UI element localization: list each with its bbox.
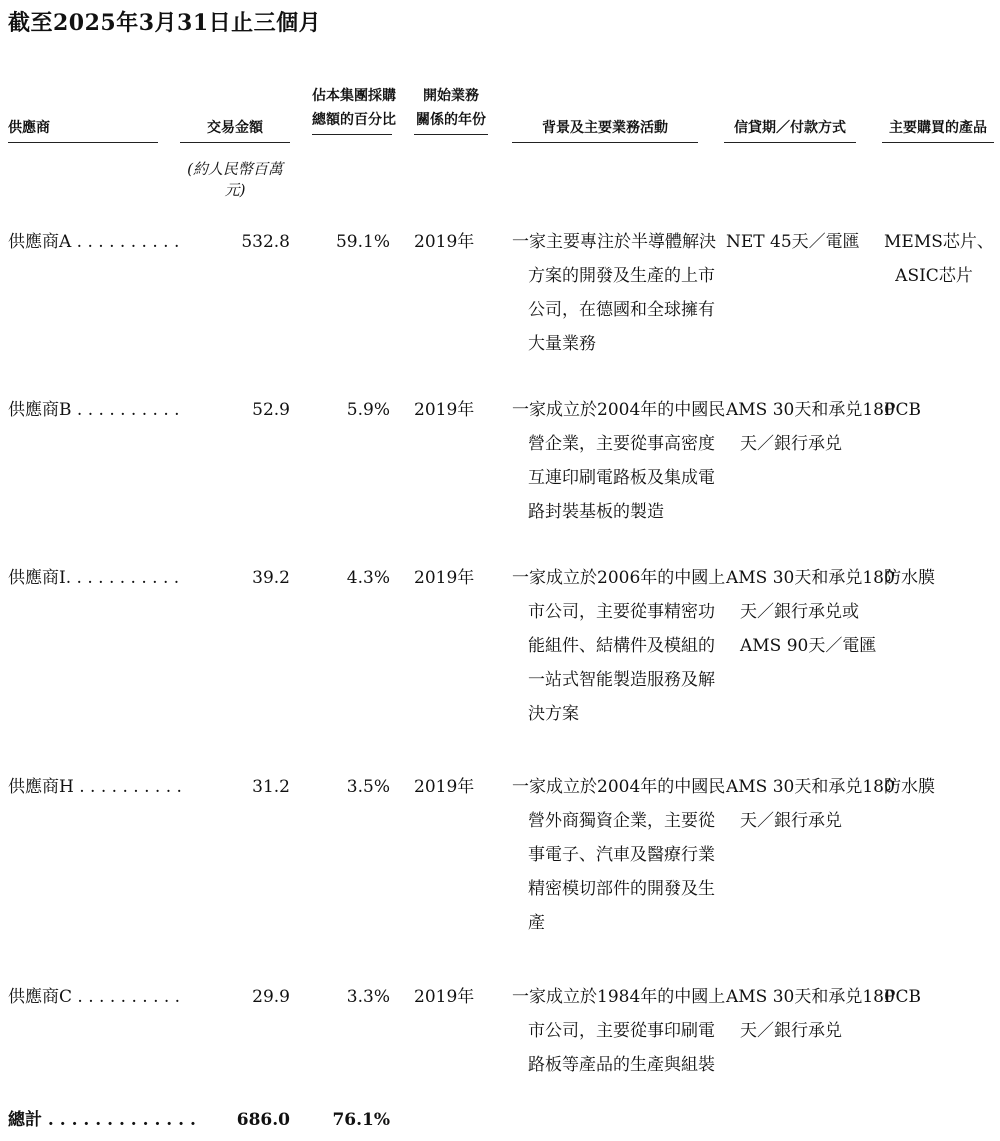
amount-value: 52.9: [252, 400, 290, 420]
credit-terms: [726, 980, 895, 1048]
supplier-name: 供應商I. . . . . . . . . . .: [8, 568, 180, 588]
percent-value: 4.3%: [346, 568, 390, 588]
text-line: 能組件、結構件及模組的: [528, 636, 715, 656]
header-background: [512, 116, 698, 143]
header-percent: [312, 84, 396, 135]
product-text: [884, 561, 935, 595]
text-line: 一家成立於2004年的中國民: [512, 777, 726, 797]
product-text: [884, 225, 994, 293]
product-text: [884, 770, 935, 804]
text-line: 公司，在德國和全球擁有: [528, 300, 715, 320]
text-line: 產: [528, 913, 545, 933]
product-text: [884, 393, 921, 427]
background-text: [512, 980, 725, 1082]
product-text: [884, 980, 921, 1014]
credit-terms: [726, 225, 860, 259]
percent-value: 3.3%: [346, 987, 390, 1007]
text-line: 一家成立於2004年的中國民: [512, 400, 726, 420]
year-value: 2019年: [414, 232, 475, 252]
header-line: 供應商: [8, 120, 50, 136]
page-title: 截至2025年3月31日止三個月: [8, 10, 322, 36]
supplier-name: 供應商C . . . . . . . . . .: [8, 987, 181, 1007]
year-value: 2019年: [414, 987, 475, 1007]
header-line: 交易金額: [207, 120, 263, 136]
text-line: 精密模切部件的開發及生: [528, 879, 715, 899]
text-line: 一家成立於1984年的中國上: [512, 987, 726, 1007]
header-line: 總額的百分比: [312, 112, 396, 128]
text-line: AMS 30天和承兑180: [726, 400, 895, 420]
text-line: 決方案: [528, 704, 579, 724]
text-line: AMS 30天和承兑180: [726, 568, 895, 588]
percent-value: 3.5%: [346, 777, 390, 797]
text-line: AMS 30天和承兑180: [726, 987, 895, 1007]
amount-value: 29.9: [252, 987, 290, 1007]
amount-value: 532.8: [241, 232, 290, 252]
credit-terms: [726, 393, 895, 461]
text-line: 市公司，主要從事印刷電: [528, 1021, 715, 1041]
header-line: 主要購買的產品: [889, 120, 987, 136]
amount-value: 39.2: [252, 568, 290, 588]
supplier-name: 供應商H . . . . . . . . . .: [8, 777, 182, 797]
percent-value: 59.1%: [335, 232, 390, 252]
year-value: 2019年: [414, 400, 475, 420]
text-line: ASIC芯片: [895, 266, 973, 286]
background-text: [512, 393, 725, 529]
header-year: [414, 84, 488, 135]
header-credit: [724, 116, 856, 143]
text-line: PCB: [884, 987, 921, 1007]
text-line: 路板等產品的生產與組裝: [528, 1055, 715, 1075]
text-line: 事電子、汽車及醫療行業: [528, 845, 715, 865]
text-line: 一家主要專注於半導體解決: [512, 232, 716, 252]
text-line: 大量業務: [528, 334, 596, 354]
unit-note: (約人民幣百萬元): [187, 160, 283, 199]
text-line: 營外商獨資企業，主要從: [528, 811, 715, 831]
header-line: 信貸期／付款方式: [734, 120, 846, 136]
header-line: 背景及主要業務活動: [542, 120, 668, 136]
text-line: 營企業，主要從事高密度: [528, 434, 715, 454]
total-label: 總計 . . . . . . . . . . . . .: [8, 1110, 196, 1130]
year-value: 2019年: [414, 777, 475, 797]
text-line: 天／銀行承兑或: [740, 602, 859, 622]
text-line: 天／銀行承兑: [740, 1021, 842, 1041]
background-text: [512, 225, 716, 361]
text-line: 市公司，主要從事精密功: [528, 602, 715, 622]
credit-terms: [726, 561, 895, 663]
text-line: AMS 90天／電匯: [740, 636, 877, 656]
text-line: 天／銀行承兑: [740, 434, 842, 454]
supplier-name: 供應商A . . . . . . . . . .: [8, 232, 180, 252]
header-amount: [180, 116, 290, 143]
header-product: [882, 116, 994, 143]
total-amount: 686.0: [236, 1110, 290, 1130]
amount-value: 31.2: [252, 777, 290, 797]
text-line: 防水膜: [884, 568, 935, 588]
header-line: 佔本集團採購: [312, 88, 396, 104]
text-line: PCB: [884, 400, 921, 420]
credit-terms: [726, 770, 895, 838]
text-line: 互連印刷電路板及集成電: [528, 468, 715, 488]
header-line: 開始業務: [423, 88, 479, 104]
text-line: 防水膜: [884, 777, 935, 797]
text-line: 路封裝基板的製造: [528, 502, 664, 522]
supplier-name: 供應商B . . . . . . . . . .: [8, 400, 180, 420]
text-line: 一家成立於2006年的中國上: [512, 568, 726, 588]
header-supplier: [8, 116, 158, 143]
year-value: 2019年: [414, 568, 475, 588]
background-text: [512, 770, 725, 940]
header-line: 關係的年份: [416, 112, 486, 128]
percent-value: 5.9%: [346, 400, 390, 420]
text-line: 方案的開發及生產的上市: [528, 266, 715, 286]
text-line: 一站式智能製造服務及解: [528, 670, 715, 690]
total-percent: 76.1%: [332, 1110, 390, 1130]
text-line: MEMS芯片、: [884, 232, 994, 252]
background-text: [512, 561, 725, 731]
text-line: NET 45天／電匯: [726, 232, 860, 252]
text-line: AMS 30天和承兑180: [726, 777, 895, 797]
text-line: 天／銀行承兑: [740, 811, 842, 831]
